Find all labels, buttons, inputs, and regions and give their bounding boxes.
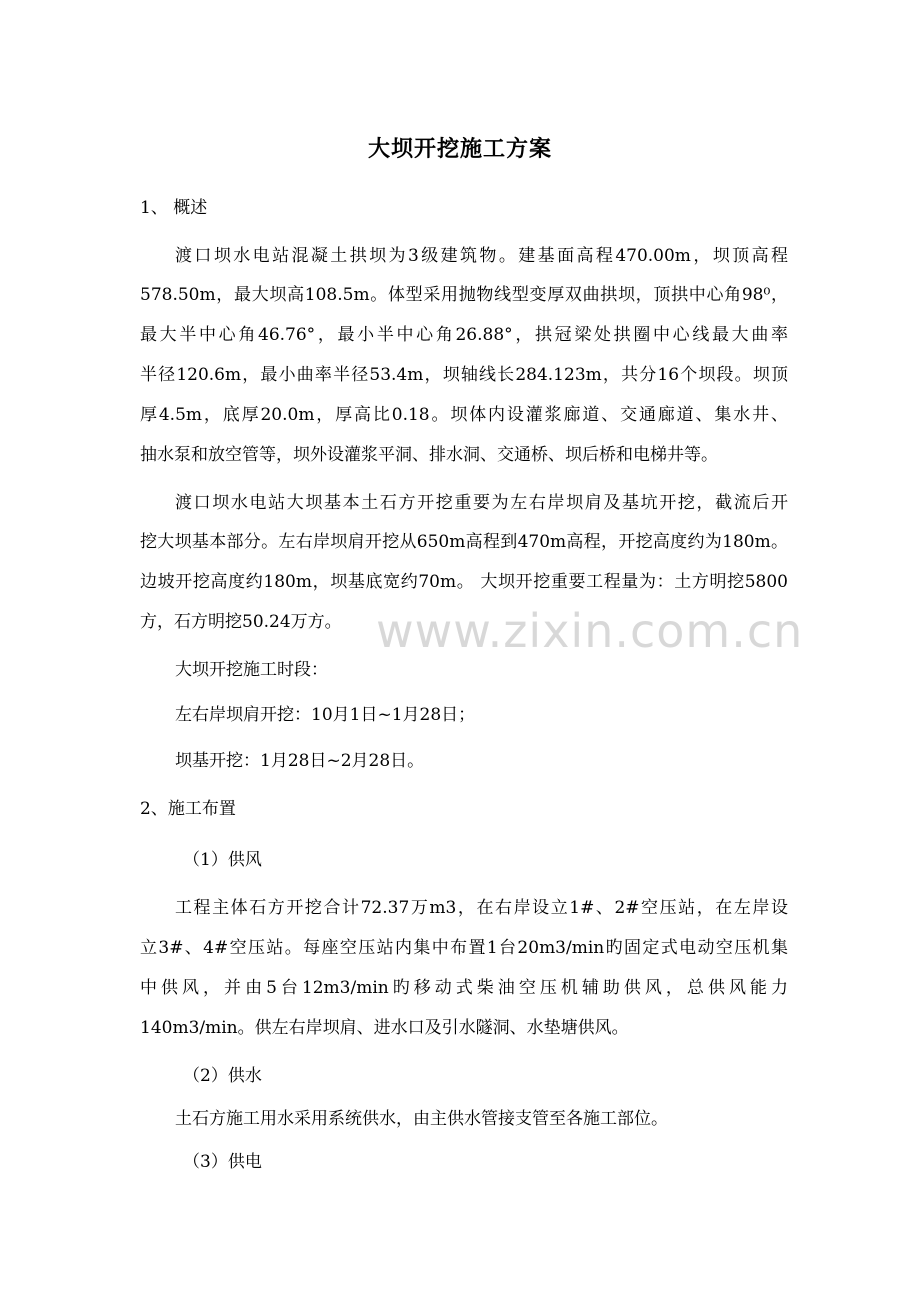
subsection-heading: （3）供电 bbox=[183, 1152, 262, 1172]
paragraph-line: 最大半中心角46.76°，最小半中心角26.88°，拱冠梁处拱圈中心线最大曲率 bbox=[140, 325, 788, 345]
section-heading: 1、 概述 bbox=[140, 198, 208, 218]
paragraph-line: 中供风，并由5台12m3/min旳移动式柴油空压机辅助供风，总供风能力 bbox=[140, 978, 788, 998]
subsection-heading: （1）供风 bbox=[183, 850, 262, 870]
paragraph-line: 方，石方明挖50.24万方。 bbox=[140, 612, 342, 632]
subsection-heading: （2）供水 bbox=[183, 1066, 262, 1086]
watermark: www.zixin.com.cn bbox=[376, 604, 804, 658]
paragraph-line: 厚4.5m，底厚20.0m，厚高比0.18。坝体内设灌浆廊道、交通廊道、集水井、 bbox=[140, 405, 788, 425]
document-title: 大坝开挖施工方案 bbox=[367, 137, 552, 162]
paragraph-line: 抽水泵和放空管等，坝外设灌浆平洞、排水洞、交通桥、坝后桥和电梯井等。 bbox=[140, 445, 718, 465]
paragraph-line: 半径120.6m，最小曲率半径53.4m，坝轴线长284.123m，共分16个坝段。坝顶 bbox=[140, 365, 788, 385]
paragraph-line: 工程主体石方开挖合计72.37万m3，在右岸设立1#、2#空压站，在左岸设 bbox=[175, 898, 788, 918]
schedule-label: 大坝开挖施工时段： bbox=[175, 660, 328, 680]
paragraph-line: 140m3/min。供左右岸坝肩、进水口及引水隧洞、水垫塘供风。 bbox=[140, 1018, 629, 1038]
paragraph-line: 边坡开挖高度约180m，坝基底宽约70m。 大坝开挖重要工程量为：土方明挖5800 bbox=[140, 572, 788, 592]
paragraph-line: 578.50m，最大坝高108.5m。体型采用抛物线型变厚双曲拱坝，顶拱中心角98⁰， bbox=[140, 285, 788, 305]
paragraph-line: 土石方施工用水采用系统供水，由主供水管接支管至各施工部位。 bbox=[175, 1109, 668, 1129]
schedule-item: 左右岸坝肩开挖：10月1日~1月28日； bbox=[175, 705, 476, 725]
section-heading: 2、施工布置 bbox=[140, 799, 236, 819]
paragraph-line: 渡口坝水电站大坝基本土石方开挖重要为左右岸坝肩及基坑开挖，截流后开 bbox=[175, 493, 788, 513]
paragraph-line: 立3#、4#空压站。每座空压站内集中布置1台20m3/min旳固定式电动空压机集 bbox=[140, 938, 788, 958]
schedule-item: 坝基开挖：1月28日~2月28日。 bbox=[175, 751, 425, 771]
paragraph-line: 挖大坝基本部分。左右岸坝肩开挖从650m高程到470m高程，开挖高度约为180m。 bbox=[140, 532, 788, 552]
paragraph-line: 渡口坝水电站混凝土拱坝为3级建筑物。建基面高程470.00m，坝顶高程 bbox=[175, 246, 788, 266]
